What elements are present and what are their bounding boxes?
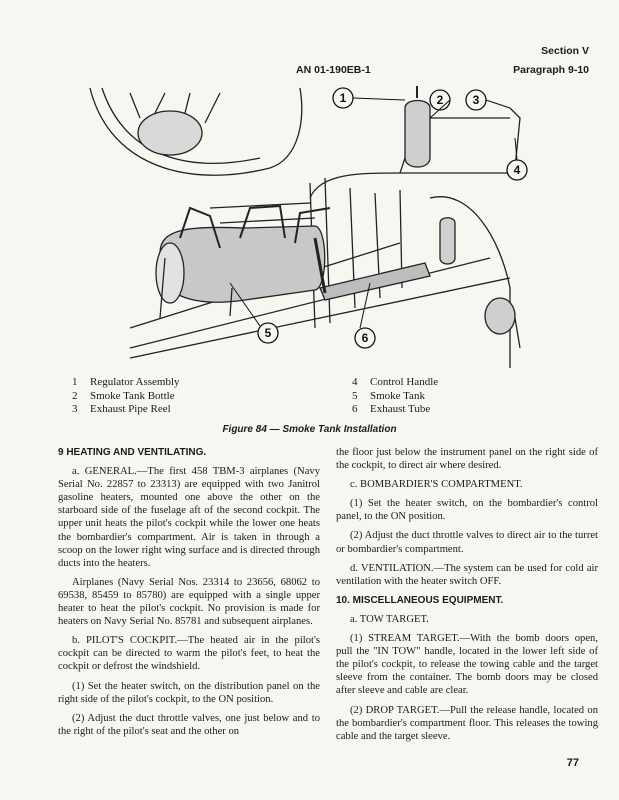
paragraph-ventilation: d. VENTILATION.—The system can be used for cold air ventilation with the heater switch OFF.: [336, 562, 598, 587]
paragraph-tow-target: a. TOW TARGET.: [350, 613, 429, 625]
section-heading-misc: 10. MISCELLANEOUS EQUIPMENT.: [336, 594, 504, 606]
callout-1: 1: [339, 91, 347, 105]
callout-3: 3: [472, 93, 480, 107]
paragraph-pilot-step1: (1) Set the heater switch, on the distribution panel on the right side of the pilot's cockpit, to the ON position.: [58, 680, 320, 705]
paragraph-general: a. GENERAL.—The first 458 TBM-3 airplanes (Navy Serial No. 22857 to 23313) are equipped with two Janitrol gasoline heaters, mounted one above the other on the starboard side of the fuselage aft of the second cockpit. The upper unit heats the pilot's cockpit while the lower one heats the bombardier's compartment. Air is taken in through a scoop on the lower right wing surface and is directed through ducts into the heaters.: [58, 466, 320, 569]
smoke-tank-illustration: [70, 78, 600, 368]
paragraph-label: Paragraph 9-10: [513, 64, 589, 76]
legend-item: 1 Regulator Assembly: [72, 376, 180, 388]
paragraph-pilot-cockpit: b. PILOT'S COCKPIT.—The heated air in the pilot's cockpit can be directed to warm the pilot's feet, to heat the cockpit or defrost the windshield.: [58, 635, 320, 673]
legend-left: [72, 376, 180, 417]
text-column-left: [58, 446, 320, 744]
paragraph-stream-target: (1) STREAM TARGET.—With the bomb doors open, pull the "IN TOW" handle, located in the lower left side of the pilot's cockpit, to release the towing cable and the target sleeve from the container. The bomb doors may be closed after sleeve and cable are clear.: [336, 633, 598, 697]
callout-2: 2: [436, 93, 444, 107]
page-number: 77: [566, 757, 579, 769]
legend-item: 4 Control Handle: [352, 376, 439, 388]
callout-4: 4: [513, 163, 521, 177]
figure-caption: Figure 84 — Smoke Tank Installation: [222, 424, 397, 435]
section-label: Section V: [541, 45, 589, 57]
legend-item: 3 Exhaust Pipe Reel: [72, 403, 171, 415]
paragraph-continued: the floor just below the instrument panel on the right side of the cockpit, to direct air where desired.: [336, 447, 598, 472]
paragraph-bombardier-step1: (1) Set the heater switch, on the bombardier's control panel, to the ON position.: [336, 498, 598, 523]
callout-5: 5: [264, 326, 272, 340]
paragraph-airplanes: Airplanes (Navy Serial Nos. 23314 to 23656, 68062 to 69538, 85459 to 85780) are equipped with a single upper heater to heat the pilot's cockpit. No provision is made for heaters on Navy Serial No. 85781 and subsequent airplanes.: [58, 576, 320, 628]
legend-item: 6 Exhaust Tube: [352, 403, 431, 415]
legend-right: [352, 376, 438, 417]
paragraph-bombardier: c. BOMBARDIER'S COMPARTMENT.: [350, 479, 523, 491]
legend-item: 2 Smoke Tank Bottle: [72, 389, 175, 402]
paragraph-drop-target: (2) DROP TARGET.—Pull the release handle, located on the bombardier's compartment floor. This releases the towing cable and the target sleeve.: [336, 704, 598, 742]
paragraph-bombardier-step2: (2) Adjust the duct throttle valves to direct air to the turret or bombardier's compartment.: [336, 530, 598, 555]
section-heading-heating: 9 HEATING AND VENTILATING.: [58, 447, 207, 458]
text-column-right: [336, 446, 598, 749]
legend-item: 5 Smoke Tank: [352, 389, 425, 402]
paragraph-pilot-step2: (2) Adjust the duct throttle valves, one just below and to the right of the pilot's seat and the other on: [58, 712, 320, 737]
callout-6: 6: [361, 331, 369, 345]
document-number: AN 01-190EB-1: [296, 64, 371, 76]
